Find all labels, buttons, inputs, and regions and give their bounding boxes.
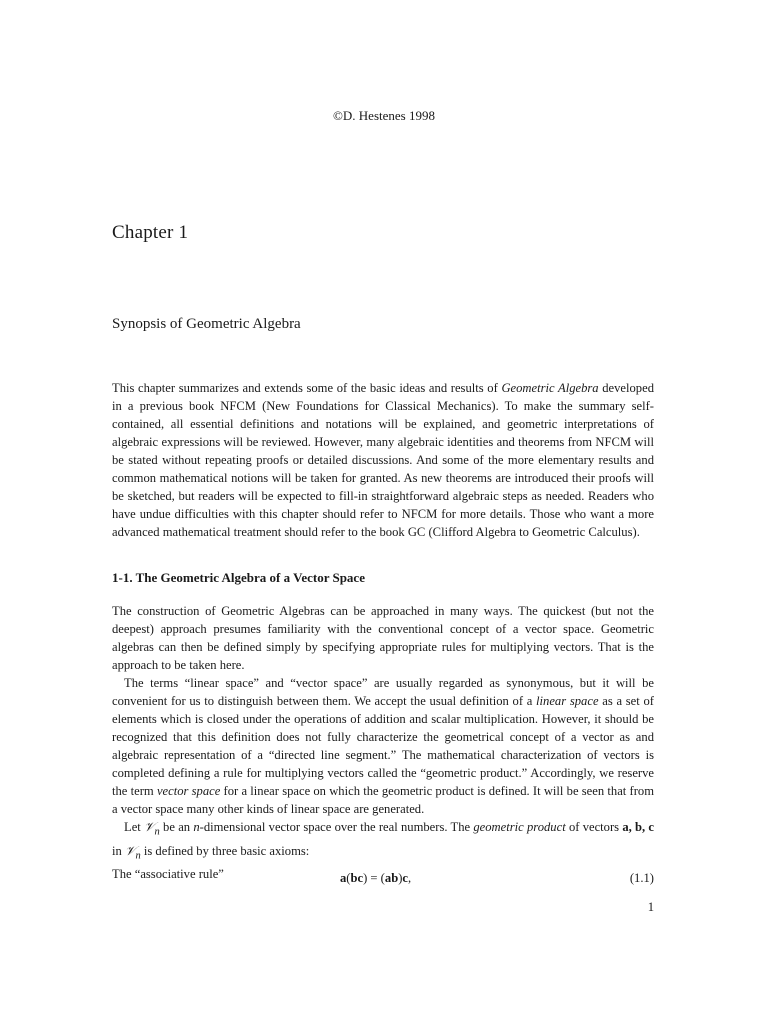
chapter-title: Synopsis of Geometric Algebra: [112, 316, 301, 332]
eq-a: a: [340, 871, 347, 885]
paragraph-1: The construction of Geometric Algebras can be approached in many ways. The quickest (but not the deepest) approach presumes familiarity with the conventional concept of a vector space. Geometric algebras can then be defined simply by specifying appropriate rules for multiplying vectors. That is the approach to be taken here.: [112, 604, 654, 672]
paragraph-2: [112, 674, 654, 818]
p2-emphasis-vector-space: vector space: [156, 784, 221, 798]
p3-text-in: in: [112, 843, 125, 858]
section-body: [112, 602, 654, 883]
equation-body: [340, 869, 411, 887]
page-number: 1: [647, 900, 654, 914]
eq-paren-close: ): [398, 871, 403, 885]
p3-vectors: a, b, c: [622, 820, 655, 834]
p3-subscript-2: n: [135, 850, 141, 862]
p3-text-b: be an: [159, 820, 194, 834]
equation-number: (1.1): [629, 871, 654, 885]
introduction-paragraph: [112, 379, 654, 541]
p3-text-c: -dimensional vector space over the real numbers. The: [199, 820, 474, 834]
p3-n: n: [193, 820, 200, 834]
p3-subscript: n: [154, 826, 160, 838]
p2-emphasis-linear-space: linear space: [536, 694, 599, 708]
p3-text-d: of vectors: [565, 820, 623, 834]
paragraph-3: [112, 818, 654, 865]
p3-emphasis-geometric-product: geometric product: [473, 820, 566, 834]
eq-c: c: [402, 871, 408, 885]
intro-text-2: developed in a previous book NFCM (New Foundations for Classical Mechanics). To make the summary self-contained, all essential definitions and notations will be explained, and geometric interpretations of algebraic expressions will be reviewed. However, many algebraic identities and theorems from NFCM will be stated without repeating proofs or detailed discussions. And some of the more elementary results and common mathematical notions will be taken for granted. As new theorems are introduced their proofs will be sketched, but readers will be expected to fill-in straightforward algebraic steps as needed. Readers who have undue difficulties with this chapter should refer to NFCM for more details. Those who want a more advanced mathematical treatment should refer to the book GC (Clifford Algebra to Geometric Calculus).: [112, 381, 654, 539]
paragraph-4: The “associative rule”: [112, 867, 224, 882]
intro-text-1: This chapter summarizes and extends some of the basic ideas and results of: [112, 381, 502, 395]
eq-comma: ,: [408, 871, 412, 885]
p2-text-2: as a set of elements which is closed under the operations of addition and scalar multiplication. However, it should be recognized that this definition does not fully characterize the geometrical concept of a vector as and algebraic representation of a “directed line segment.” The mathematical characterization of vectors is completed defining a rule for multiplying vectors called the “geometric product.” Accordingly, we reserve the term: [112, 694, 654, 798]
p3-text-let: Let: [124, 820, 145, 834]
p3-text-e: is defined by three basic axioms:: [140, 843, 310, 858]
eq-bc: bc: [350, 871, 364, 885]
intro-emphasis: Geometric Algebra: [501, 381, 599, 395]
copyright-line: ©D. Hestenes 1998: [333, 108, 435, 123]
eq-ab: ab: [384, 871, 399, 885]
p3-vector-space-symbol-2: 𝒱: [124, 842, 136, 858]
p2-text-3: for a linear space on which the geometric product is defined. It will be seen that from a vector space many other kinds of linear space are generated.: [112, 784, 654, 816]
p3-vector-space-symbol: 𝒱: [144, 819, 155, 834]
chapter-introduction: [112, 379, 654, 541]
chapter-label: Chapter 1: [112, 222, 189, 243]
section-heading: 1-1. The Geometric Algebra of a Vector Space: [112, 570, 365, 585]
eq-paren-open: (: [346, 871, 351, 885]
p2-text-1: The terms “linear space” and “vector space” are usually regarded as synonymous, but it will be convenient for us to distinguish between them. We accept the usual definition of a: [112, 676, 654, 708]
eq-equals: ) = (: [363, 871, 385, 885]
